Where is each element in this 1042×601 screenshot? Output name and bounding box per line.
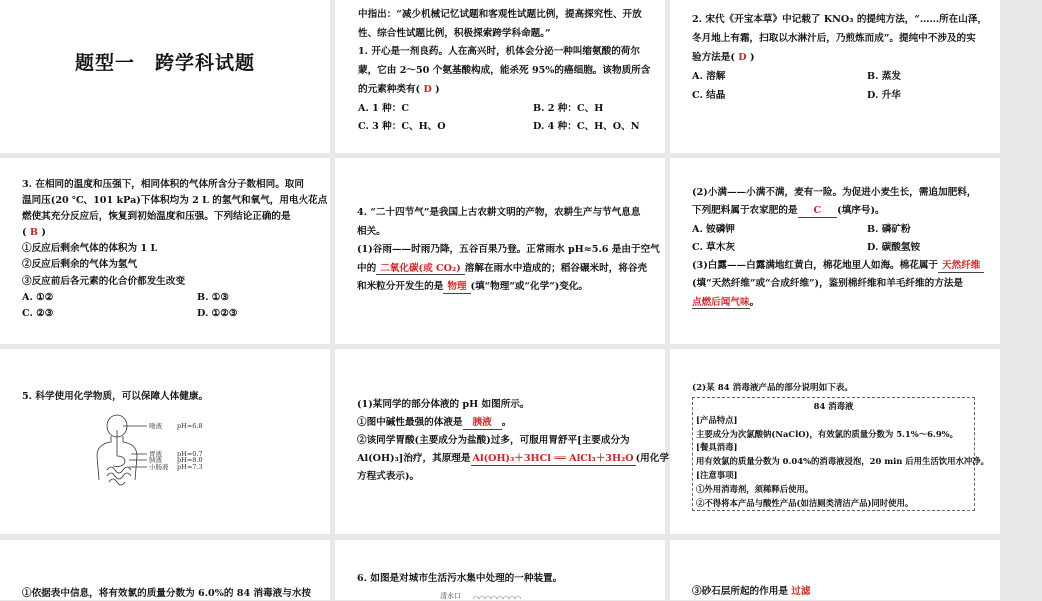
table-row: ②不得将本产品与酸性产品(如洁厕类清洁产品)同时使用。 — [696, 497, 914, 508]
text-line: 6. 如图是对城市生活污水集中处理的一种装置。 — [357, 573, 563, 584]
table-row: 主要成分为次氯酸钠(NaClO)，有效氯的质量分数为 5.1%～6.9%。 — [696, 428, 958, 439]
text-line: 方程式表示)。 — [357, 471, 420, 482]
digestive-system-figure — [95, 414, 215, 494]
text: 中的 — [357, 262, 377, 274]
figure-ph: pH=7.3 — [177, 463, 203, 471]
slide-11[interactable] — [335, 540, 665, 600]
text-line: (填“天然纤维”或“合成纤维”)，鉴别棉纤维和羊毛纤维的方法是 — [692, 278, 963, 290]
text: 和米粒分开发生的是 — [357, 281, 444, 293]
text-line: 中指出：“减少机械记忆试题和客观性试题比例，提高探究性、开放 — [358, 9, 642, 20]
figure-label: 胃液 — [149, 450, 162, 458]
answer-blank: 物理 — [443, 282, 470, 294]
answer-blank: 点燃后闻气味 — [692, 296, 750, 308]
answer-blank: 胰液 — [463, 418, 502, 430]
figure-label: 小肠液 — [149, 463, 169, 471]
paren: ) — [41, 227, 46, 239]
figure-ph: pH=8.0 — [177, 456, 203, 464]
statement: ①反应后剩余气体的体积为 1 L — [22, 243, 158, 255]
option-a: A. ①② — [22, 291, 54, 303]
text-line: 燃使其充分反应后，恢复到初始温度和压强。下列结论正确的是 — [22, 211, 291, 223]
text-line: ②该同学胃酸(主要成分为盐酸)过多，可服用胃舒平[主要成分为 — [357, 435, 630, 446]
text: 。 — [501, 417, 512, 428]
question-4 — [357, 204, 660, 297]
option-b: B. 蒸发 — [867, 71, 901, 82]
option-d: D. ①②③ — [197, 307, 238, 319]
table-row: [餐具消毒] — [696, 442, 738, 453]
answer-blank: Al(OH)₃＋3HCl ══ AlCl₃＋3H₂O — [472, 453, 634, 464]
option-a: A. 溶解 — [692, 71, 726, 82]
text: ③砂石层所起的作用是 — [692, 586, 788, 597]
slide-7[interactable] — [0, 349, 330, 534]
slide-9[interactable] — [670, 349, 1000, 534]
text-line: 5. 科学使用化学物质，可以保障人体健康。 — [22, 391, 209, 402]
option-d: D. 碳酸氢铵 — [867, 241, 921, 253]
table-row: [注意事项] — [696, 469, 738, 480]
text-line: 相关。 — [357, 225, 386, 237]
text-line: 3. 在相同的温度和压强下，相同体积的气体所含分子数相同。取同 — [22, 179, 304, 190]
option-b: B. 2 种：C、H — [533, 102, 604, 114]
table-row: ①外用消毒剂，须稀释后使用。 — [696, 483, 814, 494]
answer-blank: 二氧化碳(或 CO₂) — [376, 264, 465, 276]
slide-8[interactable] — [335, 349, 669, 534]
answer: B — [29, 227, 38, 239]
text-line: (2)某 84 消毒液产品的部分说明如下表。 — [692, 383, 853, 393]
slide-12[interactable] — [670, 540, 1000, 600]
text-line: 2. 宋代《开宝本草》中记载了 KNO₃ 的提纯方法，“……所在山泽， — [692, 14, 988, 25]
question-6 — [357, 570, 562, 584]
text-line: 验方法是( — [692, 52, 735, 63]
option-c: C. ②③ — [22, 307, 54, 319]
slide-1[interactable] — [0, 0, 330, 153]
slide-5[interactable] — [335, 158, 665, 344]
table-title: 84 消毒液 — [813, 401, 854, 411]
question-5-part3 — [22, 585, 311, 599]
paren: ) — [435, 83, 440, 95]
text-line: (2)小满——小满不满，麦有一险。为促进小麦生长，需追加肥料， — [692, 187, 977, 198]
text: 溶解在雨水中造成的；稻谷碾米时，将谷壳 — [464, 262, 648, 274]
option-a: A. 1 种：C — [358, 102, 409, 114]
option-d: D. 升华 — [867, 90, 901, 101]
figure-label: 胰液 — [149, 456, 162, 464]
option-a: A. 铵磷钾 — [692, 223, 735, 235]
question-5 — [22, 388, 208, 402]
figure-label: 唾液 — [149, 422, 162, 430]
figure-ph: pH=6.8 — [177, 422, 203, 430]
slide-4[interactable] — [0, 158, 330, 344]
table-row: 用有效氯的质量分数为 0.04%的消毒液浸泡，20 min 后用生活饮用水冲净。 — [696, 456, 990, 467]
slide-6[interactable] — [670, 158, 1000, 344]
answer: 过滤 — [791, 586, 811, 597]
option-c: C. 草木灰 — [692, 241, 735, 253]
product-info-table — [692, 397, 990, 511]
table-row: [产品特点] — [696, 414, 738, 425]
answer: D — [423, 83, 432, 95]
text: Al(OH)₃]治疗，其原理是 — [357, 453, 471, 464]
slide-10[interactable] — [0, 540, 330, 600]
answer-blank: 天然纤维 — [938, 261, 984, 273]
slide-2[interactable] — [335, 0, 665, 153]
text-line: 蒙，它由 2～50 个氨基酸构成，能杀死 95%的癌细胞。该物质所含 — [358, 65, 651, 77]
statement: ②反应后剩余的气体为氢气 — [22, 259, 138, 271]
option-c: C. 3 种：C、H、O — [358, 121, 446, 133]
paren: ( — [22, 227, 27, 239]
question-5-part2 — [692, 381, 853, 393]
text: ①图中碱性最强的体液是 — [357, 417, 463, 428]
question-3 — [22, 177, 372, 322]
text-line: 温同压(20 ℃、101 kPa)下体积均为 2 L 的氢气和氧气，用电火花点 — [22, 195, 328, 207]
option-c: C. 结晶 — [692, 90, 726, 101]
water-treatment-figure — [473, 592, 573, 600]
option-b: B. ①③ — [197, 291, 229, 303]
slide-3[interactable] — [670, 0, 1000, 153]
option-d: D. 4 种：C、H、O、N — [533, 121, 640, 133]
question-5-part1 — [357, 396, 669, 486]
text-line: 1. 开心是一剂良药。人在高兴时，机体会分泌一种叫缩氨酸的荷尔 — [358, 46, 640, 58]
option-b: B. 磷矿粉 — [867, 223, 911, 235]
text-line: 的元素种类有( — [358, 83, 421, 95]
statement: ③反应前后各元素的化合价都发生改变 — [22, 275, 186, 287]
figure-ph: pH=0.7 — [177, 450, 203, 458]
text-line: (1)某同学的部分体液的 pH 如图所示。 — [357, 399, 530, 410]
text: (填“物理”或“化学”)变化。 — [470, 281, 589, 293]
text: (用化学 — [635, 453, 669, 464]
text-line: 冬月地上有霜，扫取以水淋汁后，乃煎炼而成”。提纯中不涉及的实 — [692, 33, 976, 44]
text: (3)白露——白露满地红黄白，棉花地里人如海。棉花属于 — [692, 260, 939, 272]
text: 。 — [749, 296, 760, 308]
text: 下列肥料属于农家肥的是 — [692, 205, 798, 217]
answer: D — [738, 52, 747, 63]
question-2 — [692, 10, 1042, 105]
paren: ) — [749, 52, 755, 63]
question-6-part — [692, 586, 810, 598]
text-line: (1)谷雨——时雨乃降，五谷百果乃登。正常雨水 pH≈5.6 是由于空气 — [357, 244, 660, 256]
question-1 — [358, 6, 708, 137]
text-line: 4. “二十四节气”是我国上古农耕文明的产物，农耕生产与节气息息 — [357, 207, 641, 218]
text-line: 性、综合性试题比例，积极探索跨学科命题。” — [358, 27, 551, 39]
text-line: ①依据表中信息，将有效氯的质量分数为 6.0%的 84 消毒液与水按 — [22, 588, 312, 599]
answer-blank: C — [798, 206, 838, 218]
question-4-cont — [692, 184, 1042, 312]
figure-label: 清水口 — [440, 592, 461, 600]
slide-title: 题型一 跨学科试题 — [74, 52, 255, 74]
text: (填序号)。 — [837, 205, 885, 217]
